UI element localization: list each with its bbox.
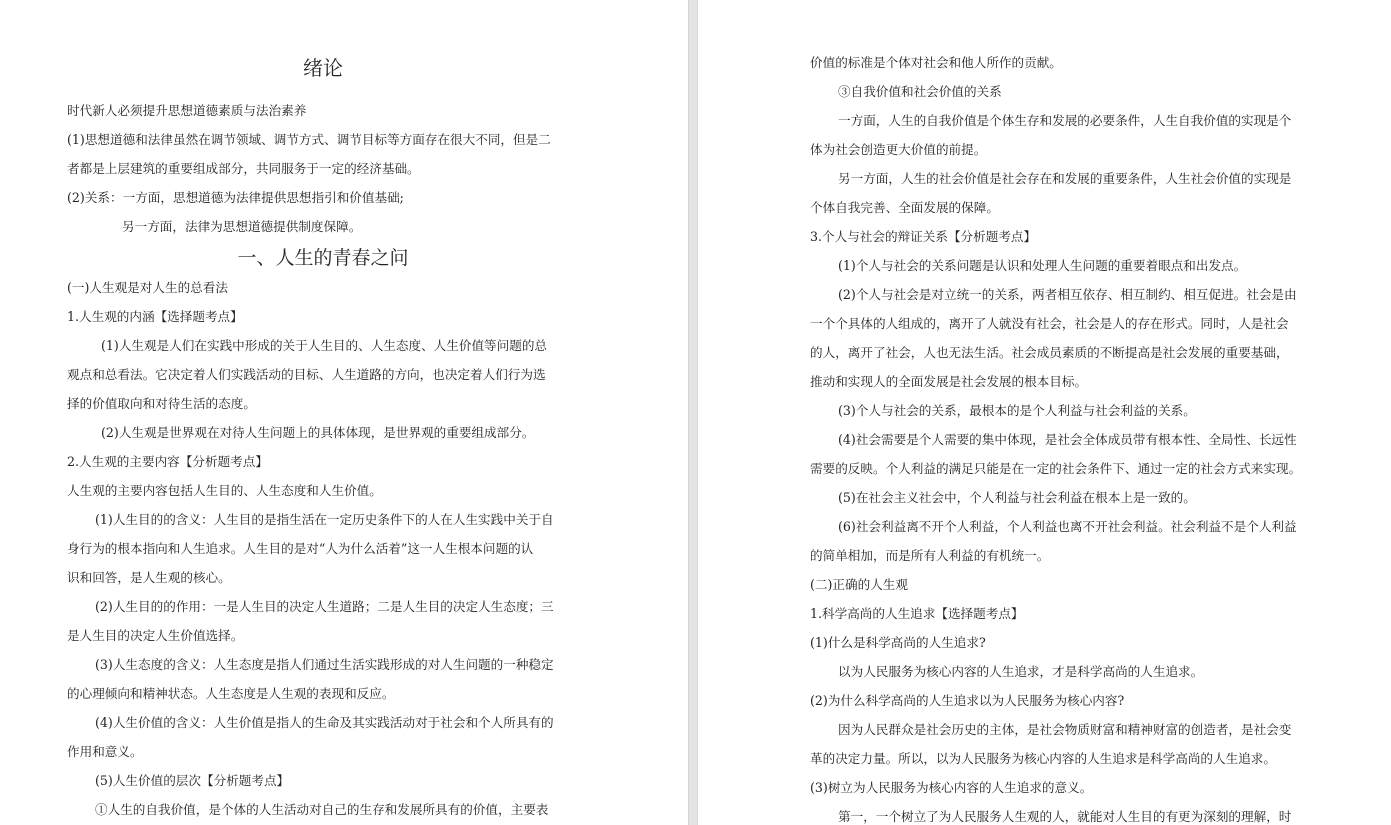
text-line: (3)树立为人民服务为核心内容的人生追求的意义。: [810, 780, 1093, 795]
page-content-left: [67, 48, 579, 824]
text-line: ①人生的自我价值，是个体的人生活动对自己的生存和发展所具有的价值，主要表: [95, 802, 549, 817]
text-line: 一方面，人生的自我价值是个体生存和发展的必要条件，人生自我价值的实现是个: [838, 113, 1292, 128]
text-line: (1)人生观是人们在实践中形成的关于人生目的、人生态度、人生价值等问题的总: [101, 338, 548, 353]
text-line: (3)人生态度的含义：人生态度是指人们通过生活实践形成的对人生问题的一种稳定: [95, 657, 554, 672]
text-line: 的心理倾向和精神状态。人生态度是人生观的表现和反应。: [67, 686, 395, 701]
text-line: 推动和实现人的全面发展是社会发展的根本目标。: [810, 374, 1088, 389]
text-line: 作用和意义。: [67, 744, 143, 759]
section-paragraphs: [67, 273, 579, 824]
text-line: (1)个人与社会的关系问题是认识和处理人生问题的重要着眼点和出发点。: [838, 258, 1247, 273]
text-line: (2)关系：一方面，思想道德为法律提供思想指引和价值基础;: [67, 190, 404, 205]
text-line: 1.科学高尚的人生追求【选择题考点】: [810, 606, 1024, 621]
text-line: 另一方面，人生的社会价值是社会存在和发展的重要条件，人生社会价值的实现是: [838, 171, 1292, 186]
text-line: 体为社会创造更大价值的前提。: [810, 142, 987, 157]
document-title: 绪论: [303, 56, 343, 80]
text-line: 人生观的主要内容包括人生目的、人生态度和人生价值。: [67, 483, 382, 498]
text-line: 择的价值取向和对待生活的态度。: [67, 396, 256, 411]
text-line: 个体自我完善、全面发展的保障。: [810, 200, 999, 215]
page-divider: [688, 0, 698, 825]
text-line: (4)人生价值的含义：人生价值是指人的生命及其实践活动对于社会和个人所具有的: [95, 715, 554, 730]
text-line: 3.个人与社会的辩证关系【分析题考点】: [810, 229, 1037, 244]
text-line: 观点和总看法。它决定着人们实践活动的目标、人生道路的方向，也决定着人们行为选: [67, 367, 546, 382]
text-line: 革的决定力量。所以，以为人民服务为核心内容的人生追求是科学高尚的人生追求。: [810, 751, 1276, 766]
text-line: 2.人生观的主要内容【分析题考点】: [67, 454, 268, 469]
text-line: 1.人生观的内涵【选择题考点】: [67, 309, 243, 324]
text-line: 另一方面，法律为思想道德提供制度保障。: [122, 219, 362, 234]
document-page-left: [0, 0, 688, 825]
intro-paragraphs: [67, 96, 579, 241]
text-line: (二)正确的人生观: [810, 577, 908, 592]
text-line: (2)个人与社会是对立统一的关系，两者相互依存、相互制约、相互促进。社会是由: [838, 287, 1297, 302]
text-line: 者都是上层建筑的重要组成部分，共同服务于一定的经济基础。: [67, 161, 420, 176]
text-line: (5)在社会主义社会中，个人利益与社会利益在根本上是一致的。: [838, 490, 1196, 505]
text-line: (6)社会利益离不开个人利益，个人利益也离不开社会利益。社会利益不是个人利益: [838, 519, 1297, 534]
document-page-right: [698, 0, 1391, 825]
section-heading: 一、人生的青春之问: [237, 247, 409, 269]
text-line: ③自我价值和社会价值的关系: [838, 84, 1002, 99]
right-paragraphs: [810, 48, 1322, 825]
text-line: (1)思想道德和法律虽然在调节领域、调节方式、调节目标等方面存在很大不同，但是二: [67, 132, 551, 147]
text-line: 是人生目的决定人生价值选择。: [67, 628, 244, 643]
text-line: (3)个人与社会的关系，最根本的是个人利益与社会利益的关系。: [838, 403, 1196, 418]
text-line: (一)人生观是对人生的总看法: [67, 280, 228, 295]
text-line: 识和回答，是人生观的核心。: [67, 570, 231, 585]
text-line: (1)人生目的的含义：人生目的是指生活在一定历史条件下的人在人生实践中关于自: [95, 512, 554, 527]
text-line: 的简单相加，而是所有人利益的有机统一。: [810, 548, 1050, 563]
text-line: (1)什么是科学高尚的人生追求?: [810, 635, 986, 650]
text-line: 身行为的根本指向和人生追求。人生目的是对“人为什么活着”这一人生根本问题的认: [67, 541, 534, 556]
text-line: 第一，一个树立了为人民服务人生观的人，就能对人生目的有更为深刻的理解，时: [838, 809, 1292, 824]
text-line: 因为人民群众是社会历史的主体，是社会物质财富和精神财富的创造者，是社会变: [838, 722, 1292, 737]
text-line: (5)人生价值的层次【分析题考点】: [95, 773, 290, 788]
text-line: (2)人生目的的作用：一是人生目的决定人生道路；二是人生目的决定人生态度；三: [95, 599, 554, 614]
text-line: (2)为什么科学高尚的人生追求以为人民服务为核心内容?: [810, 693, 1125, 708]
text-line: 以为人民服务为核心内容的人生追求，才是科学高尚的人生追求。: [838, 664, 1204, 679]
text-line: 价值的标准是个体对社会和他人所作的贡献。: [810, 55, 1062, 70]
text-line: 时代新人必须提升思想道德素质与法治素养: [67, 103, 307, 118]
text-line: 的人，离开了社会，人也无法生活。社会成员素质的不断提高是社会发展的重要基础，: [810, 345, 1289, 360]
text-line: (2)人生观是世界观在对待人生问题上的具体体现，是世界观的重要组成部分。: [101, 425, 535, 440]
text-line: 需要的反映。个人利益的满足只能是在一定的社会条件下、通过一定的社会方式来实现。: [810, 461, 1302, 476]
text-line: 一个个具体的人组成的，离开了人就没有社会，社会是人的存在形式。同时，人是社会: [810, 316, 1289, 331]
text-line: (4)社会需要是个人需要的集中体现，是社会全体成员带有根本性、全局性、长远性: [838, 432, 1297, 447]
page-content-right: [810, 48, 1322, 825]
